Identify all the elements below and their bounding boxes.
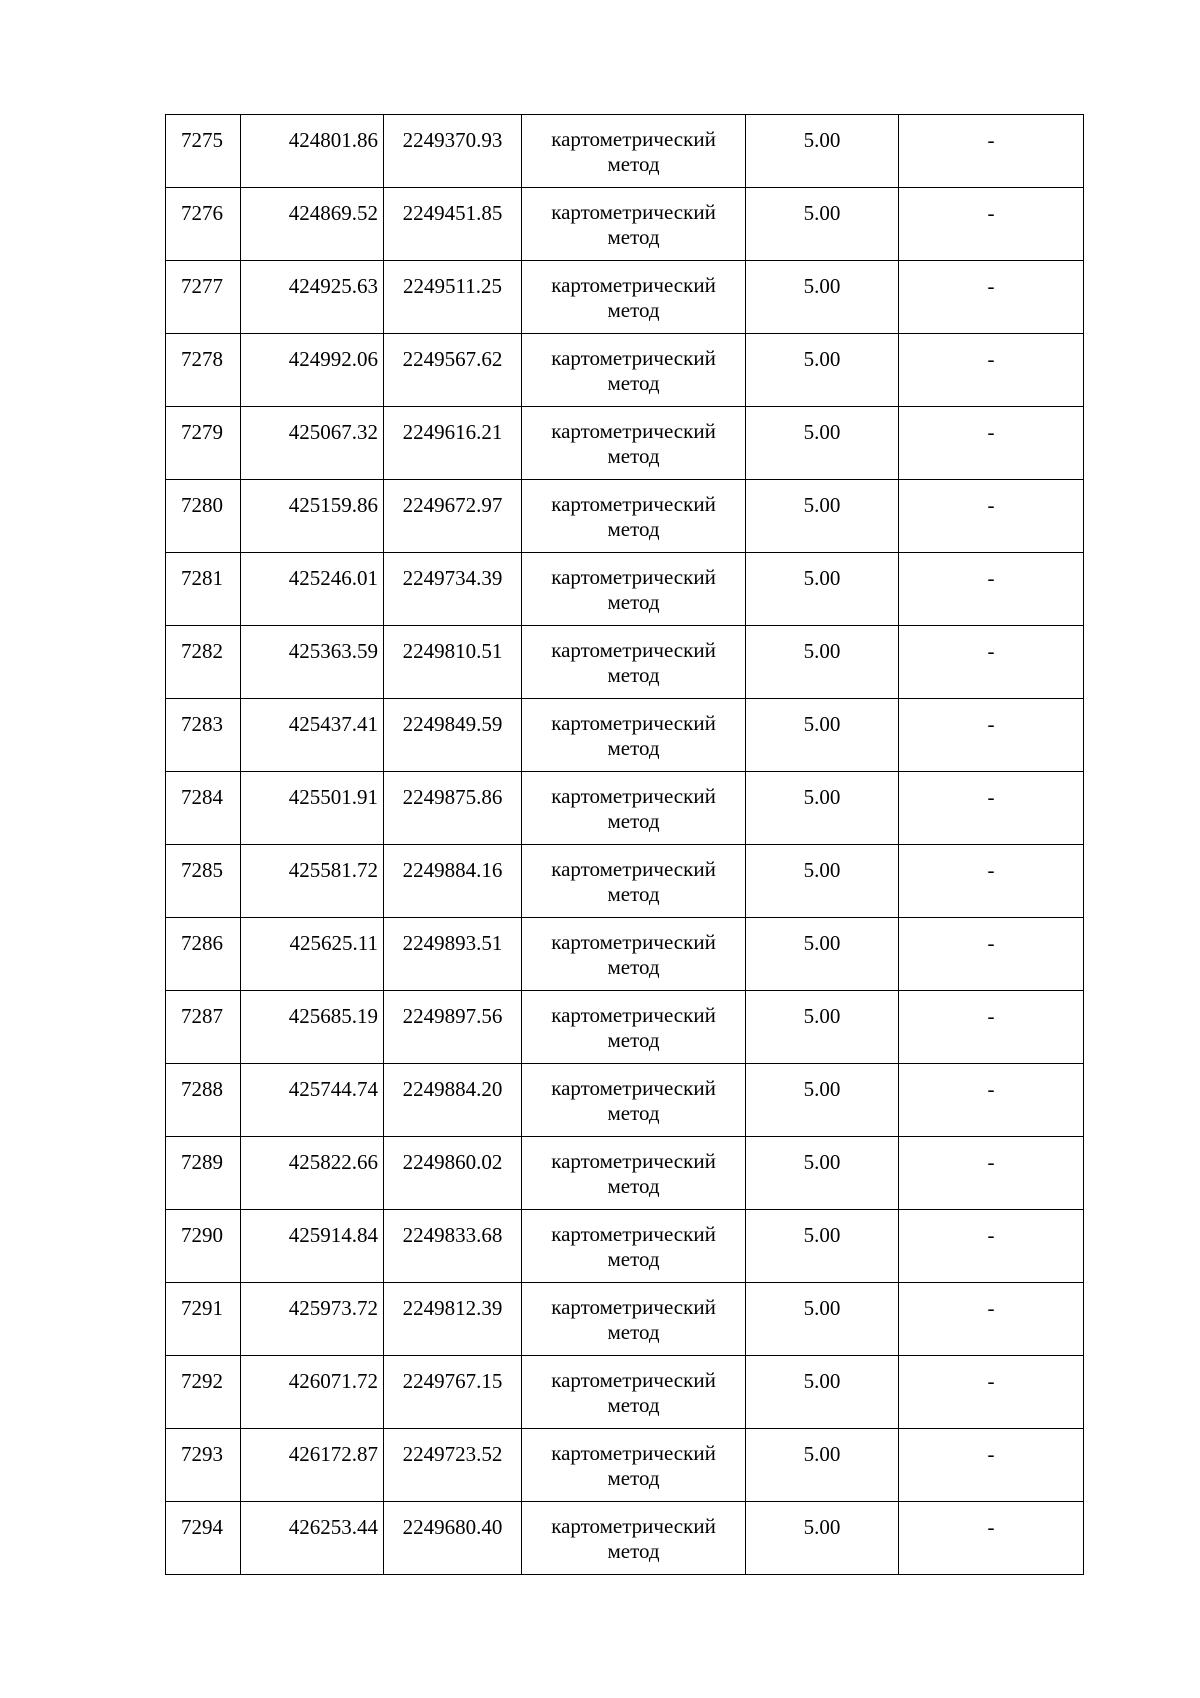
x-coordinate-cell: 424801.86 xyxy=(241,115,384,188)
y-coordinate-cell: 2249511.25 xyxy=(384,261,522,334)
y-coordinate-cell: 2249849.59 xyxy=(384,699,522,772)
accuracy-cell: 5.00 xyxy=(746,1429,899,1502)
accuracy-cell: 5.00 xyxy=(746,553,899,626)
y-coordinate-cell: 2249860.02 xyxy=(384,1137,522,1210)
method-cell xyxy=(522,261,746,334)
y-coordinate-cell: 2249672.97 xyxy=(384,480,522,553)
accuracy-cell: 5.00 xyxy=(746,845,899,918)
accuracy-cell: 5.00 xyxy=(746,626,899,699)
table-row xyxy=(166,261,1084,334)
method-line-1: картометрический xyxy=(551,1003,716,1027)
method-cell xyxy=(522,1064,746,1137)
method-cell xyxy=(522,553,746,626)
y-coordinate-cell: 2249875.86 xyxy=(384,772,522,845)
coordinates-table xyxy=(165,114,1084,1575)
x-coordinate-cell: 425501.91 xyxy=(241,772,384,845)
accuracy-cell: 5.00 xyxy=(746,991,899,1064)
table-row xyxy=(166,188,1084,261)
x-coordinate-cell: 424992.06 xyxy=(241,334,384,407)
y-coordinate-cell: 2249723.52 xyxy=(384,1429,522,1502)
table-row xyxy=(166,1429,1084,1502)
description-cell: - xyxy=(899,1283,1084,1356)
description-cell: - xyxy=(899,626,1084,699)
x-coordinate-cell: 424869.52 xyxy=(241,188,384,261)
point-number-cell: 7293 xyxy=(166,1429,241,1502)
method-line-2: метод xyxy=(607,882,660,906)
method-line-2: метод xyxy=(607,1174,660,1198)
description-cell: - xyxy=(899,261,1084,334)
table-row xyxy=(166,918,1084,991)
x-coordinate-cell: 425625.11 xyxy=(241,918,384,991)
table-row xyxy=(166,334,1084,407)
table-row xyxy=(166,1502,1084,1575)
point-number-cell: 7284 xyxy=(166,772,241,845)
method-line-2: метод xyxy=(607,1320,660,1344)
x-coordinate-cell: 425067.32 xyxy=(241,407,384,480)
y-coordinate-cell: 2249812.39 xyxy=(384,1283,522,1356)
method-line-1: картометрический xyxy=(551,930,716,954)
method-cell xyxy=(522,1502,746,1575)
method-line-1: картометрический xyxy=(551,784,716,808)
table-row xyxy=(166,407,1084,480)
accuracy-cell: 5.00 xyxy=(746,407,899,480)
method-line-2: метод xyxy=(607,225,660,249)
accuracy-cell: 5.00 xyxy=(746,334,899,407)
y-coordinate-cell: 2249897.56 xyxy=(384,991,522,1064)
method-line-1: картометрический xyxy=(551,127,716,151)
method-cell xyxy=(522,407,746,480)
y-coordinate-cell: 2249567.62 xyxy=(384,334,522,407)
point-number-cell: 7282 xyxy=(166,626,241,699)
method-line-2: метод xyxy=(607,298,660,322)
description-cell: - xyxy=(899,1210,1084,1283)
point-number-cell: 7287 xyxy=(166,991,241,1064)
description-cell: - xyxy=(899,845,1084,918)
description-cell: - xyxy=(899,1356,1084,1429)
table-row xyxy=(166,553,1084,626)
x-coordinate-cell: 426172.87 xyxy=(241,1429,384,1502)
description-cell: - xyxy=(899,334,1084,407)
method-cell xyxy=(522,1429,746,1502)
method-cell xyxy=(522,699,746,772)
method-line-2: метод xyxy=(607,1101,660,1125)
description-cell: - xyxy=(899,991,1084,1064)
method-line-1: картометрический xyxy=(551,1368,716,1392)
y-coordinate-cell: 2249680.40 xyxy=(384,1502,522,1575)
method-line-2: метод xyxy=(607,444,660,468)
point-number-cell: 7283 xyxy=(166,699,241,772)
y-coordinate-cell: 2249616.21 xyxy=(384,407,522,480)
method-cell xyxy=(522,115,746,188)
y-coordinate-cell: 2249767.15 xyxy=(384,1356,522,1429)
method-line-1: картометрический xyxy=(551,273,716,297)
description-cell: - xyxy=(899,699,1084,772)
method-line-1: картометрический xyxy=(551,346,716,370)
accuracy-cell: 5.00 xyxy=(746,1356,899,1429)
point-number-cell: 7279 xyxy=(166,407,241,480)
method-line-2: метод xyxy=(607,517,660,541)
method-line-1: картометрический xyxy=(551,638,716,662)
method-cell xyxy=(522,334,746,407)
method-cell xyxy=(522,1137,746,1210)
accuracy-cell: 5.00 xyxy=(746,1210,899,1283)
table-row xyxy=(166,1210,1084,1283)
method-cell xyxy=(522,918,746,991)
y-coordinate-cell: 2249893.51 xyxy=(384,918,522,991)
method-cell xyxy=(522,1283,746,1356)
accuracy-cell: 5.00 xyxy=(746,1502,899,1575)
method-line-1: картометрический xyxy=(551,200,716,224)
point-number-cell: 7277 xyxy=(166,261,241,334)
x-coordinate-cell: 424925.63 xyxy=(241,261,384,334)
x-coordinate-cell: 425822.66 xyxy=(241,1137,384,1210)
method-line-1: картометрический xyxy=(551,492,716,516)
method-line-1: картометрический xyxy=(551,419,716,443)
method-line-2: метод xyxy=(607,1028,660,1052)
accuracy-cell: 5.00 xyxy=(746,480,899,553)
table-row xyxy=(166,1064,1084,1137)
y-coordinate-cell: 2249370.93 xyxy=(384,115,522,188)
point-number-cell: 7278 xyxy=(166,334,241,407)
description-cell: - xyxy=(899,407,1084,480)
x-coordinate-cell: 425363.59 xyxy=(241,626,384,699)
table-row xyxy=(166,1356,1084,1429)
table-row xyxy=(166,480,1084,553)
table-row xyxy=(166,699,1084,772)
table-row xyxy=(166,1137,1084,1210)
accuracy-cell: 5.00 xyxy=(746,1064,899,1137)
point-number-cell: 7275 xyxy=(166,115,241,188)
method-line-1: картометрический xyxy=(551,1514,716,1538)
method-line-2: метод xyxy=(607,371,660,395)
accuracy-cell: 5.00 xyxy=(746,1137,899,1210)
table-row xyxy=(166,115,1084,188)
point-number-cell: 7276 xyxy=(166,188,241,261)
method-cell xyxy=(522,1356,746,1429)
method-line-1: картометрический xyxy=(551,1441,716,1465)
description-cell: - xyxy=(899,1502,1084,1575)
method-line-1: картометрический xyxy=(551,857,716,881)
point-number-cell: 7285 xyxy=(166,845,241,918)
method-cell xyxy=(522,991,746,1064)
accuracy-cell: 5.00 xyxy=(746,261,899,334)
x-coordinate-cell: 426071.72 xyxy=(241,1356,384,1429)
method-line-1: картометрический xyxy=(551,565,716,589)
x-coordinate-cell: 425581.72 xyxy=(241,845,384,918)
method-line-2: метод xyxy=(607,1247,660,1271)
point-number-cell: 7291 xyxy=(166,1283,241,1356)
method-line-2: метод xyxy=(607,1393,660,1417)
x-coordinate-cell: 425973.72 xyxy=(241,1283,384,1356)
point-number-cell: 7288 xyxy=(166,1064,241,1137)
method-line-1: картометрический xyxy=(551,1295,716,1319)
description-cell: - xyxy=(899,553,1084,626)
description-cell: - xyxy=(899,1429,1084,1502)
method-line-1: картометрический xyxy=(551,1076,716,1100)
x-coordinate-cell: 425437.41 xyxy=(241,699,384,772)
description-cell: - xyxy=(899,115,1084,188)
point-number-cell: 7292 xyxy=(166,1356,241,1429)
table-row xyxy=(166,845,1084,918)
method-cell xyxy=(522,1210,746,1283)
x-coordinate-cell: 425246.01 xyxy=(241,553,384,626)
method-line-2: метод xyxy=(607,1466,660,1490)
method-line-2: метод xyxy=(607,809,660,833)
method-line-2: метод xyxy=(607,590,660,614)
point-number-cell: 7280 xyxy=(166,480,241,553)
table-row xyxy=(166,991,1084,1064)
description-cell: - xyxy=(899,1137,1084,1210)
method-line-1: картометрический xyxy=(551,1149,716,1173)
method-line-2: метод xyxy=(607,1539,660,1563)
method-line-1: картометрический xyxy=(551,1222,716,1246)
y-coordinate-cell: 2249451.85 xyxy=(384,188,522,261)
method-cell xyxy=(522,845,746,918)
method-cell xyxy=(522,626,746,699)
method-cell xyxy=(522,772,746,845)
description-cell: - xyxy=(899,1064,1084,1137)
y-coordinate-cell: 2249810.51 xyxy=(384,626,522,699)
point-number-cell: 7290 xyxy=(166,1210,241,1283)
method-line-2: метод xyxy=(607,736,660,760)
table-row xyxy=(166,1283,1084,1356)
y-coordinate-cell: 2249734.39 xyxy=(384,553,522,626)
x-coordinate-cell: 425159.86 xyxy=(241,480,384,553)
method-line-2: метод xyxy=(607,955,660,979)
accuracy-cell: 5.00 xyxy=(746,918,899,991)
method-line-2: метод xyxy=(607,152,660,176)
accuracy-cell: 5.00 xyxy=(746,699,899,772)
description-cell: - xyxy=(899,772,1084,845)
accuracy-cell: 5.00 xyxy=(746,115,899,188)
x-coordinate-cell: 425914.84 xyxy=(241,1210,384,1283)
description-cell: - xyxy=(899,918,1084,991)
y-coordinate-cell: 2249884.20 xyxy=(384,1064,522,1137)
x-coordinate-cell: 425744.74 xyxy=(241,1064,384,1137)
point-number-cell: 7286 xyxy=(166,918,241,991)
description-cell: - xyxy=(899,188,1084,261)
method-cell xyxy=(522,188,746,261)
x-coordinate-cell: 426253.44 xyxy=(241,1502,384,1575)
accuracy-cell: 5.00 xyxy=(746,1283,899,1356)
point-number-cell: 7289 xyxy=(166,1137,241,1210)
point-number-cell: 7294 xyxy=(166,1502,241,1575)
table-row xyxy=(166,772,1084,845)
description-cell: - xyxy=(899,480,1084,553)
y-coordinate-cell: 2249884.16 xyxy=(384,845,522,918)
accuracy-cell: 5.00 xyxy=(746,188,899,261)
method-cell xyxy=(522,480,746,553)
y-coordinate-cell: 2249833.68 xyxy=(384,1210,522,1283)
accuracy-cell: 5.00 xyxy=(746,772,899,845)
method-line-1: картометрический xyxy=(551,711,716,735)
method-line-2: метод xyxy=(607,663,660,687)
x-coordinate-cell: 425685.19 xyxy=(241,991,384,1064)
coordinates-table-body xyxy=(166,115,1084,1575)
table-row xyxy=(166,626,1084,699)
point-number-cell: 7281 xyxy=(166,553,241,626)
